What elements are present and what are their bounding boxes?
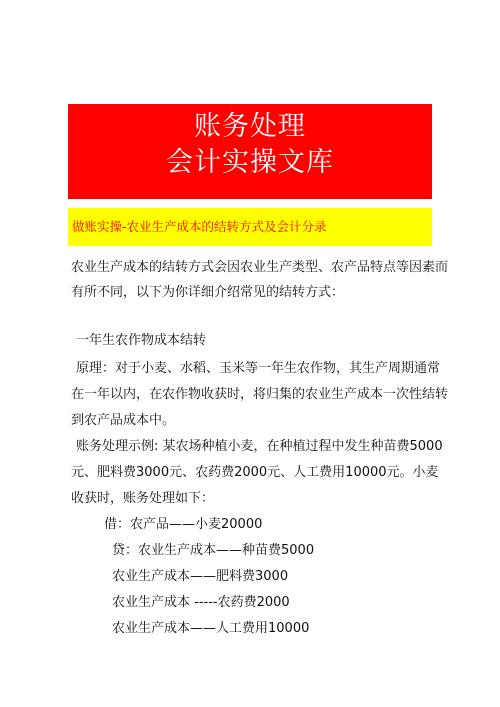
banner-subtitle: 会计实操文库	[166, 147, 334, 178]
entry-debit: 借：农产品——小麦20000	[104, 517, 263, 532]
intro-line-1: 农业生产成本的结转方式会因农业生产类型、农产品特点等因素而	[71, 260, 449, 275]
subtitle-bar	[68, 208, 432, 246]
entry-credit-fertilizer: 农业生产成本——肥料费3000	[112, 569, 289, 584]
section-heading: 一年生农作物成本结转	[76, 333, 207, 348]
entry-credit-labor: 农业生产成本——人工费用10000	[112, 621, 310, 636]
entry-credit-pesticide: 农业生产成本 -----农药费2000	[112, 595, 290, 610]
example-line-3: 收获时，账务处理如下：	[71, 491, 215, 506]
intro-line-2: 有所不同，以下为你详细介绍常见的结转方式：	[71, 285, 345, 300]
principle-line-3: 到农产品成本中。	[71, 413, 176, 428]
document-subtitle: 做账实操-农业生产成本的结转方式及会计分录	[72, 219, 327, 234]
entry-credit-seedling: 贷：农业生产成本——种苗费5000	[112, 543, 315, 558]
principle-line-2: 在一年以内，在农作物收获时，将归集的农业生产成本一次性结转	[71, 387, 449, 402]
example-line-2: 元、肥料费3000元、农药费2000元、人工费用10000元。小麦	[71, 465, 439, 480]
example-line-1: 账务处理示例: 某农场种植小麦，在种植过程中发生种苗费5000	[76, 439, 443, 454]
title-banner	[68, 104, 432, 199]
principle-line-1: 原理：对于小麦、水稻、玉米等一年生农作物，其生产周期通常	[76, 361, 441, 376]
banner-title: 账务处理	[194, 111, 306, 142]
